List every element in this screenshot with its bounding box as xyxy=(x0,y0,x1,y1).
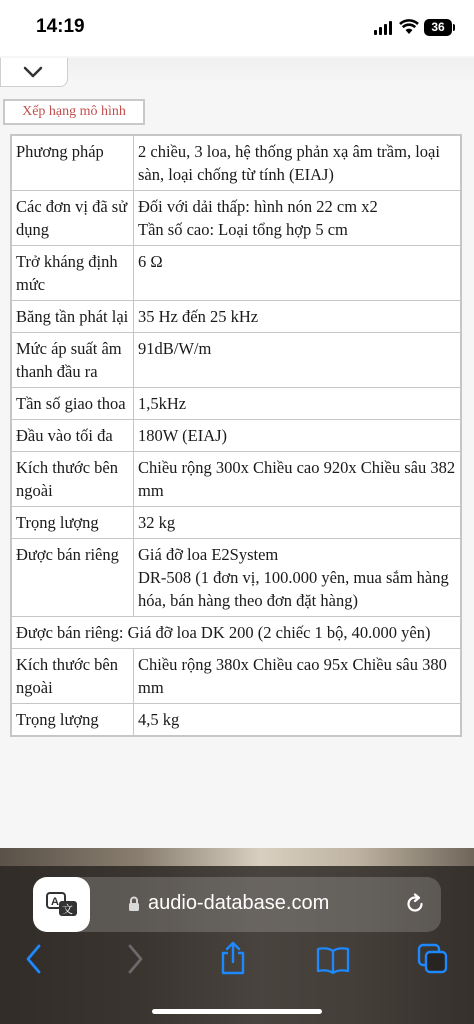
battery-icon: 36 xyxy=(424,19,452,36)
spec-value: 1,5kHz xyxy=(134,388,462,420)
spec-row xyxy=(11,452,461,507)
spec-value: 4,5 kg xyxy=(134,704,462,737)
spec-value: Đối với dải thấp: hình nón 22 cm x2 Tần số cao: Loại tổng hợp 5 cm xyxy=(134,191,462,246)
spec-row xyxy=(11,246,461,301)
spec-row xyxy=(11,539,461,617)
svg-text:文: 文 xyxy=(62,904,73,916)
spec-key: Phương pháp xyxy=(11,135,134,191)
back-icon[interactable] xyxy=(25,943,43,975)
spec-key: Kích thước bên ngoài xyxy=(11,452,134,507)
spec-row xyxy=(11,507,461,539)
cellular-signal-icon xyxy=(374,21,394,35)
lock-icon xyxy=(128,896,140,912)
spec-row xyxy=(11,333,461,388)
spec-value: 35 Hz đến 25 kHz xyxy=(134,301,462,333)
translate-icon xyxy=(46,892,78,918)
chevron-down-icon xyxy=(23,66,43,78)
battery-tip xyxy=(453,24,455,31)
spec-value: Chiều rộng 380x Chiều cao 95x Chiều sâu 380 mm xyxy=(134,649,462,704)
spec-row xyxy=(11,191,461,246)
spec-row xyxy=(11,704,461,737)
spec-key: Trọng lượng xyxy=(11,704,134,737)
spec-table xyxy=(10,134,462,737)
spec-value: 6 Ω xyxy=(134,246,462,301)
svg-text:A: A xyxy=(51,896,59,908)
spec-key: Băng tần phát lại xyxy=(11,301,134,333)
translate-button[interactable] xyxy=(33,877,90,932)
spec-full-row-text: Được bán riêng: Giá đỡ loa DK 200 (2 chiếc 1 bộ, 40.000 yên) xyxy=(11,617,461,649)
spec-value: 180W (EIAJ) xyxy=(134,420,462,452)
share-icon[interactable] xyxy=(218,940,248,976)
spec-value: Chiều rộng 300x Chiều cao 920x Chiều sâu 382 mm xyxy=(134,452,462,507)
home-indicator xyxy=(152,1009,322,1014)
spec-row xyxy=(11,617,461,649)
model-ranking-button[interactable]: Xếp hạng mô hình xyxy=(3,99,145,125)
spec-key: Trọng lượng xyxy=(11,507,134,539)
spec-value: Giá đỡ loa E2System DR-508 (1 đơn vị, 100.000 yên, mua sắm hàng hóa, bán hàng theo đơn đặt hàng) xyxy=(134,539,462,617)
spec-key: Trở kháng định mức xyxy=(11,246,134,301)
url-text[interactable]: audio-database.com xyxy=(148,892,330,914)
forward-icon[interactable] xyxy=(126,943,144,975)
spec-row xyxy=(11,420,461,452)
spec-value: 2 chiều, 3 loa, hệ thống phản xạ âm trầm, loại sàn, loại chống từ tính (EIAJ) xyxy=(134,135,462,191)
spec-key: Tần số giao thoa xyxy=(11,388,134,420)
spec-row xyxy=(11,649,461,704)
reload-icon[interactable] xyxy=(404,893,426,915)
spec-row xyxy=(11,301,461,333)
status-bar xyxy=(0,0,474,56)
spec-row xyxy=(11,135,461,191)
collapse-toggle[interactable] xyxy=(0,58,68,87)
bookmarks-icon[interactable] xyxy=(316,946,350,974)
status-time: 14:19 xyxy=(36,16,85,37)
spec-row xyxy=(11,388,461,420)
spec-key: Đầu vào tối đa xyxy=(11,420,134,452)
spec-value: 32 kg xyxy=(134,507,462,539)
tabs-icon[interactable] xyxy=(417,943,449,975)
page-top-shadow xyxy=(66,58,474,84)
spec-key: Kích thước bên ngoài xyxy=(11,649,134,704)
spec-value: 91dB/W/m xyxy=(134,333,462,388)
spec-key: Mức áp suất âm thanh đầu ra xyxy=(11,333,134,388)
wifi-icon xyxy=(399,19,419,35)
spec-key: Các đơn vị đã sử dụng xyxy=(11,191,134,246)
spec-key: Được bán riêng xyxy=(11,539,134,617)
